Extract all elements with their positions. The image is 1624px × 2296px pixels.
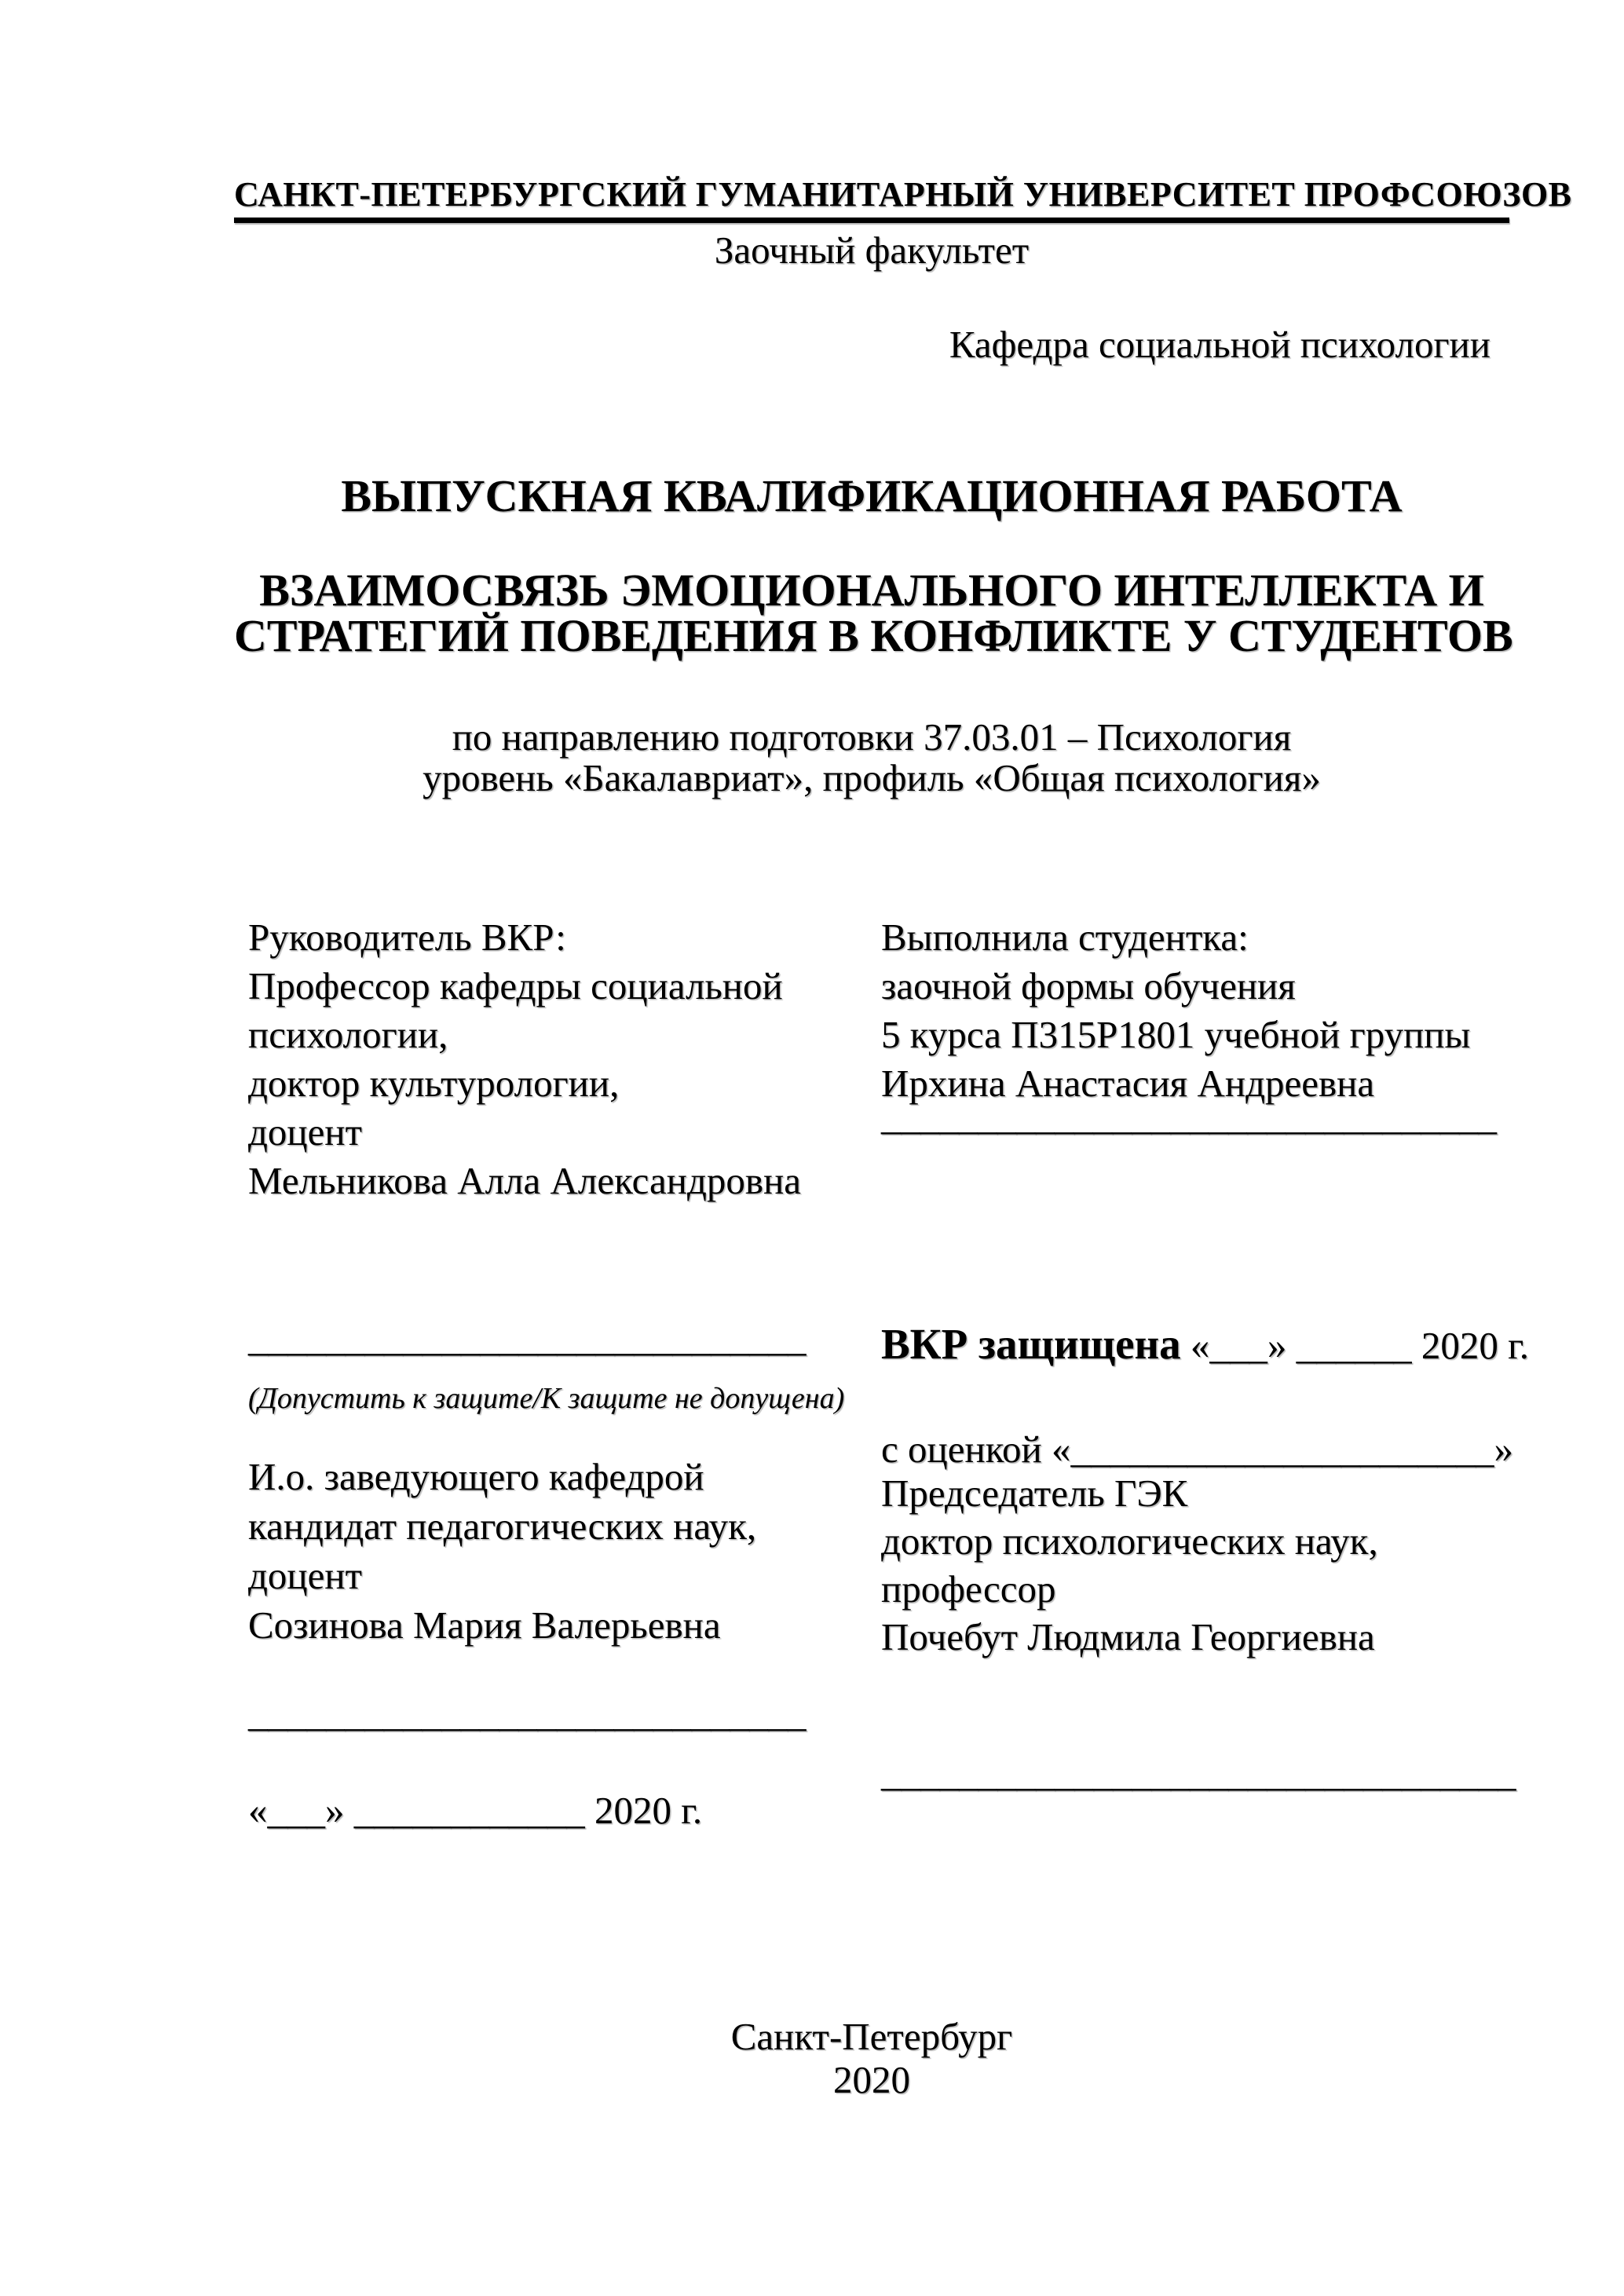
footer-city: Санкт-Петербург — [730, 2015, 1013, 2058]
acting-head-block — [248, 1452, 756, 1650]
student-info-line: заочной формы обучения — [881, 964, 1296, 1007]
acting-head-degree: кандидат педагогических наук, — [248, 1504, 757, 1548]
defense-status-line — [881, 1322, 1529, 1366]
gek-chair-block — [881, 1469, 1378, 1661]
level-profile: уровень «Бакалавриат», профиль «Общая психология» — [422, 756, 1321, 799]
supervisor-name: Мельникова Алла Александровна — [248, 1159, 802, 1202]
student-signature-line: ________________________________ — [881, 1095, 1497, 1138]
university-name: САНКТ-ПЕТЕРБУРГСКИЙ ГУМАНИТАРНЫЙ УНИВЕРСИТЕТ ПРОФСОЮЗОВ — [234, 175, 1572, 214]
department-name: Кафедра социальной психологии — [949, 323, 1490, 366]
header-rule — [234, 218, 1509, 223]
student-block — [881, 913, 1470, 1108]
defense-status-label: ВКР защищена — [881, 1320, 1181, 1368]
grade-line: с оценкой «______________________» — [881, 1428, 1513, 1471]
student-name: Ирхина Анастасия Андреевна — [881, 1062, 1375, 1105]
acting-head-name: Созинова Мария Валерьевна — [248, 1603, 721, 1647]
supervisor-position-line: психологии, — [248, 1013, 448, 1056]
defense-status-rest: «___» ______ 2020 г. — [1180, 1324, 1529, 1367]
thesis-title — [234, 565, 1513, 661]
supervisor-position-line: доцент — [248, 1110, 363, 1153]
head-signature-line: _____________________________ — [248, 1691, 807, 1735]
supervisor-block — [248, 913, 801, 1205]
acting-head-title: доцент — [248, 1554, 363, 1597]
chair-title: профессор — [881, 1567, 1056, 1610]
footer-block — [234, 2015, 1509, 2101]
supervisor-position-line: доктор культурологии, — [248, 1062, 620, 1105]
student-info-line: 5 курса П315Р1801 учебной группы — [881, 1013, 1471, 1056]
program-direction: по направлению подготовки 37.03.01 – Психология — [452, 715, 1292, 759]
chair-name: Почебут Людмила Георгиевна — [881, 1615, 1375, 1658]
chair-signature-line: _________________________________ — [881, 1751, 1516, 1794]
student-role-label: Выполнила студентка: — [881, 916, 1249, 959]
admission-signature-line: _____________________________ — [248, 1316, 807, 1359]
chair-degree: доктор психологических наук, — [881, 1519, 1378, 1563]
supervisor-position-line: Профессор кафедры социальной — [248, 964, 783, 1007]
admission-date-line: «___» ____________ 2020 г. — [248, 1789, 703, 1832]
chair-role: Председатель ГЭК — [881, 1472, 1188, 1515]
thesis-title-line1: ВЗАИМОСВЯЗЬ ЭМОЦИОНАЛЬНОГО ИНТЕЛЛЕКТА И — [259, 565, 1484, 616]
acting-head-role: И.о. заведующего кафедрой — [248, 1455, 704, 1498]
supervisor-role-label: Руководитель ВКР: — [248, 916, 566, 959]
admission-caption: (Допустить к защите/К защите не допущена) — [248, 1382, 845, 1415]
footer-year: 2020 — [833, 2058, 910, 2101]
work-type-heading: ВЫПУСКНАЯ КВАЛИФИКАЦИОННАЯ РАБОТА — [341, 470, 1403, 521]
faculty-name: Заочный факультет — [714, 229, 1030, 272]
thesis-title-line2: СТРАТЕГИЙ ПОВЕДЕНИЯ В КОНФЛИКТЕ У СТУДЕНТОВ — [234, 610, 1513, 661]
